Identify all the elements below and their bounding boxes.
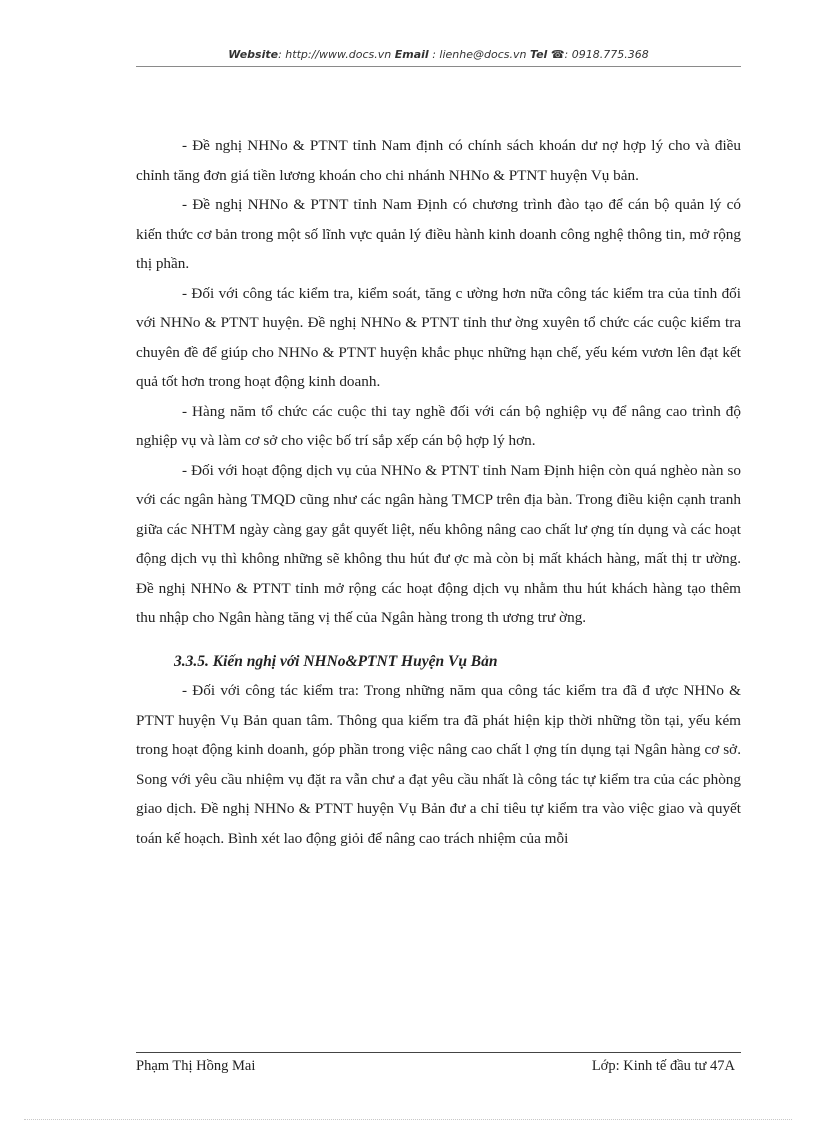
- footer-class: Lớp: Kinh tế đầu tư 47A: [591, 1058, 735, 1074]
- email-label: Email: [394, 48, 429, 61]
- document-body: [136, 131, 741, 853]
- page-footer: [136, 1058, 741, 1075]
- email-address[interactable]: : lienhe@docs.vn: [432, 48, 527, 61]
- paragraph: - Đối với công tác kiểm tra, kiểm soát, tăng c ường hơn nữa công tác kiểm tra của tỉnh đối với NHNo & PTNT huyện. Đề nghị NHNo & PTNT tỉnh thư ờng xuyên tổ chức các cuộc kiểm tra chuyên đề để giúp cho NHNo & PTNT huyện khắc phục những hạn chế, yếu kém vươn lên đạt kết quả tốt hơn trong hoạt động kinh doanh.: [136, 284, 741, 390]
- paragraph: - Đề nghị NHNo & PTNT tỉnh Nam Định có chương trình đào tạo để cán bộ quản lý có kiến thức cơ bản trong một số lĩnh vực quản lý điều hành kinh doanh công nghệ thông tin, mở rộng thị phần.: [136, 196, 741, 272]
- website-label: Website: [228, 48, 279, 61]
- paragraph: - Đối với hoạt động dịch vụ của NHNo & PTNT tỉnh Nam Định hiện còn quá nghèo nàn so với các ngân hàng TMQD cũng như các ngân hàng TMCP trên địa bàn. Trong điều kiện cạnh tranh giữa các NHTM ngày càng gay gắt quyết liệt, nếu không nâng cao chất lư ợng tín dụng và các hoạt động dịch vụ thì không những sẽ không thu hút đư ợc mà còn bị mất khách hàng, mất thị tr ường. Đề nghị NHNo & PTNT tỉnh mở rộng các hoạt động dịch vụ nhằm thu hút khách hàng tạo thêm thu nhập cho Ngân hàng tăng vị thế của Ngân hàng trong th ương trư ờng.: [136, 461, 741, 626]
- paragraph: - Đối với công tác kiểm tra: Trong những năm qua công tác kiểm tra đã đ ược NHNo & PTNT huyện Vụ Bản quan tâm. Thông qua kiểm tra đã phát hiện kịp thời những tồn tại, yếu kém trong hoạt động kinh doanh, góp phần trong việc nâng cao chất l ợng tín dụng tại Ngân hàng cơ sở. Song với yêu cầu nhiệm vụ đặt ra vẫn chư a đạt yêu cầu nhất là công tác tự kiểm tra của các phòng giao dịch. Đề nghị NHNo & PTNT huyện Vụ Bản đư a chỉ tiêu tự kiểm tra vào việc giao và quyết toán kế hoạch. Bình xét lao động giỏi để nâng cao trách nhiệm của mỗi: [136, 682, 741, 847]
- page-header: [136, 48, 741, 67]
- tel-label: Tel: [529, 48, 548, 61]
- tel-number: : 0918.775.368: [564, 48, 649, 61]
- footer-divider: [136, 1052, 741, 1053]
- paragraph: - Đề nghị NHNo & PTNT tỉnh Nam định có chính sách khoán dư nợ hợp lý cho và điều chỉnh tăng đơn giá tiền lương khoán cho chi nhánh NHNo & PTNT huyện Vụ bản.: [136, 137, 741, 184]
- page-edge-divider: [24, 1119, 792, 1120]
- phone-icon: ☎: [550, 48, 565, 61]
- footer-author: Phạm Thị Hồng Mai: [136, 1058, 256, 1074]
- website-url[interactable]: : http://www.docs.vn: [278, 48, 392, 61]
- section-heading: 3.3.5. Kiến nghị với NHNo&PTNT Huyện Vụ Bản: [174, 652, 498, 670]
- paragraph: - Hàng năm tổ chức các cuộc thi tay nghề đối với cán bộ nghiệp vụ để nâng cao trình độ nghiệp vụ và làm cơ sở cho việc bố trí sắp xếp cán bộ hợp lý hơn.: [136, 402, 741, 449]
